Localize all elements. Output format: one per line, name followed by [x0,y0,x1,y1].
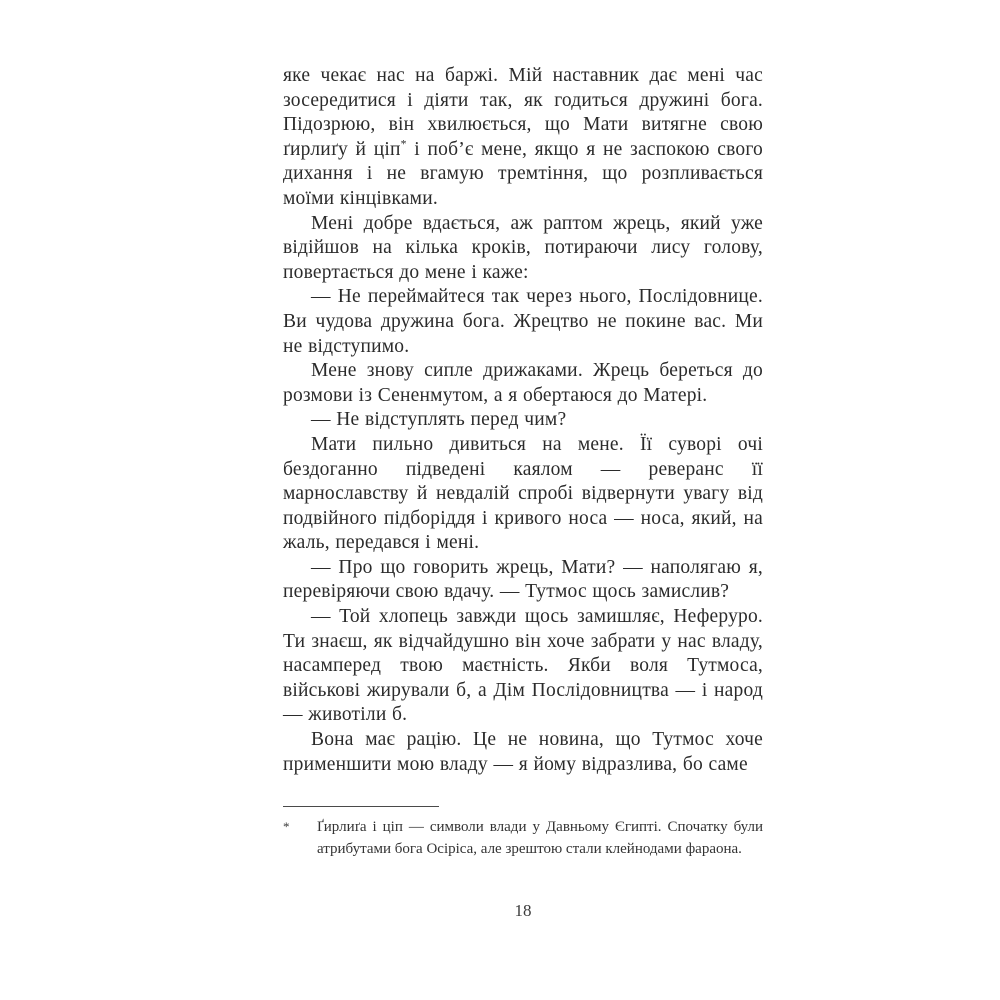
main-text-column [283,64,763,777]
body-paragraph: Мати пильно дивиться на мене. Її суворі очі бездоганно підведені каялом — реверанс її марнославству й невдалій спробі відвернути увагу від подвійного підборіддя і кривого носа — носа, який, на жаль, передався і мені. [283,433,763,554]
footnote-reference: * [400,137,407,151]
body-paragraph: Вона має рацію. Це не новина, що Тутмос хоче применшити мою владу — я йому відразлива, бо саме [283,729,763,775]
body-paragraph: Мене знову сипле дрижаками. Жрець береться до розмови із Сененмутом, а я обертаюся до Матері. [283,360,763,406]
body-paragraph: — Не відступлять перед чим? [311,409,567,431]
body-paragraph: яке чекає нас на баржі. Мій наставник дає мені час зосередитися і діяти так, як годиться дружині бога. Підозрюю, він хвилюється, що Мати витягне свою ґирлиґу й ціп* і поб’є мене, якщо я не заспокою свого дихання і не вгамую тремтіння, що розпливається моїми кінцівками. [283,65,763,209]
footnote-block [283,806,763,860]
footnote-divider [283,806,439,807]
body-paragraph: — Той хлопець завжди щось замишляє, Неферуро. Ти знаєш, як відчайдушно він хоче забрати у нас владу, насамперед твою маєтність. Якби воля Тутмоса, військові жирували б, а Дім Послідовництва — і народ — животіли б. [283,606,763,726]
footnote-text: Ґирлиґа і ціп — символи влади у Давньому Єгипті. Спочатку були атрибутами бога Осіріса, але зрештою стали клейнодами фараона. [317,819,763,857]
body-paragraph: Мені добре вдається, аж раптом жрець, який уже відійшов на кілька кроків, потираючи лису голову, повертається до мене і каже: [283,212,763,283]
page-number: 18 [514,901,532,920]
body-paragraph: — Не переймайтеся так через нього, Послідовнице. Ви чудова дружина бога. Жрецтво не покине вас. Ми не відступимо. [283,286,763,357]
body-paragraph: — Про що говорить жрець, Мати? — наполягаю я, перевіряючи свою вдачу. — Тутмос щось замислив? [283,556,763,603]
footnote-body [283,817,763,860]
footnote-marker: * [283,819,290,834]
